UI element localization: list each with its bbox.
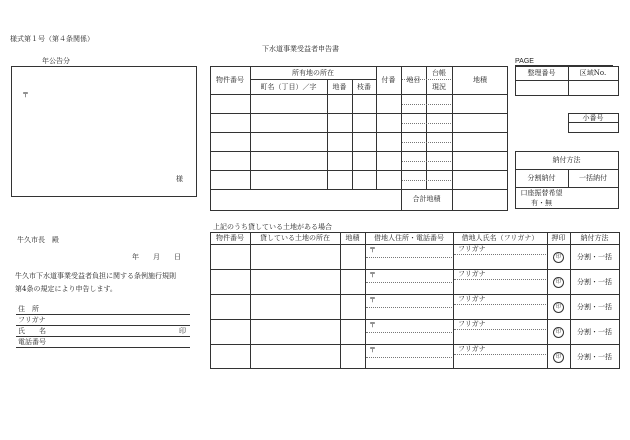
bank-transfer-label: 口座振替希望 — [520, 189, 563, 197]
lease-postal-mark: 〒 — [369, 271, 376, 279]
lease-header-location: 貸している土地の所在 — [260, 234, 330, 242]
header-town: 町名（丁目）／字 — [260, 83, 317, 91]
lease-postal-mark: 〒 — [369, 296, 376, 304]
header-land-category: 地目 — [406, 76, 421, 84]
lease-furigana-label: フリガナ — [458, 245, 486, 253]
small-no-label: 小番号 — [582, 114, 604, 122]
bank-transfer-yes-no[interactable]: 有・無 — [531, 199, 552, 207]
applicant-address-field[interactable] — [16, 314, 190, 315]
header-area: 地積 — [473, 76, 487, 84]
lease-seal-icon[interactable]: 印 — [553, 327, 564, 338]
addressee: 牛久市長 殿 — [17, 236, 59, 244]
lease-header-area: 地積 — [345, 234, 360, 242]
lease-postal-mark: 〒 — [369, 246, 376, 254]
address-box[interactable] — [11, 66, 197, 197]
applicant-address-label: 住 所 — [18, 305, 39, 313]
lease-seal-icon[interactable]: 印 — [553, 252, 564, 263]
lease-postal-mark: 〒 — [369, 346, 376, 354]
lease-table-title: 上記のうち貸している土地がある場合 — [213, 223, 332, 231]
header-branch-no: 枝番 — [357, 83, 371, 91]
lease-header-lessee-name: 借地人氏名（フリガナ） — [461, 234, 539, 242]
lease-seal-icon[interactable]: 印 — [553, 302, 564, 313]
lease-seal-icon[interactable]: 印 — [553, 277, 564, 288]
reference-no-label: 整理番号 — [527, 69, 556, 77]
applicant-phone-label: 電話番号 — [18, 338, 46, 346]
applicant-name-label: 氏 名 — [18, 327, 46, 335]
applicant-seal-mark: 印 — [179, 327, 186, 335]
header-property-no: 物件番号 — [216, 76, 244, 84]
header-ledger: 台帳 — [432, 69, 446, 77]
lease-payment-option[interactable]: 分割・一括 — [577, 253, 612, 261]
lease-furigana-label: フリガナ — [458, 270, 486, 278]
lease-furigana-label: フリガナ — [458, 295, 486, 303]
form-title: 下水道事業受益者申告書 — [262, 45, 339, 53]
header-lot-no: 地番 — [332, 83, 347, 91]
lease-postal-mark: 〒 — [369, 321, 376, 329]
date-line[interactable]: 年 月 日 — [132, 253, 181, 261]
applicant-phone-field[interactable] — [16, 347, 190, 348]
applicant-furigana-label: フリガナ — [18, 316, 46, 324]
payment-method-label: 納付方法 — [552, 156, 581, 164]
announcement-year-label: 年公告分 — [42, 57, 70, 65]
declaration-text-1: 牛久市下水道事業受益者負担に関する条例施行規則 — [15, 272, 176, 280]
postal-mark: 〒 — [22, 91, 29, 99]
applicant-furigana-field[interactable] — [16, 325, 190, 326]
declaration-text-2: 第4条の規定により申告します。 — [15, 285, 117, 293]
lease-header-seal: 押印 — [551, 234, 566, 242]
applicant-name-field[interactable] — [16, 336, 190, 337]
lease-payment-option[interactable]: 分割・一括 — [577, 278, 612, 286]
page-label: PAGE — [515, 58, 534, 65]
total-area-label: 合計地積 — [412, 195, 441, 203]
lease-payment-option[interactable]: 分割・一括 — [577, 353, 612, 361]
lease-payment-option[interactable]: 分割・一括 — [577, 303, 612, 311]
lease-header-payment: 納付方法 — [580, 234, 609, 242]
honorific-sama: 様 — [176, 175, 183, 183]
lease-payment-option[interactable]: 分割・一括 — [577, 328, 612, 336]
lease-furigana-label: フリガナ — [458, 320, 486, 328]
header-location: 所有地の所在 — [292, 69, 334, 77]
lease-furigana-label: フリガナ — [458, 345, 486, 353]
district-no-label: 区域No. — [579, 69, 607, 77]
lease-seal-icon[interactable]: 印 — [553, 352, 564, 363]
header-status: 現況 — [432, 83, 446, 91]
lump-sum-option[interactable]: 一括納付 — [579, 174, 607, 182]
header-attached-no: 付番 — [381, 76, 396, 84]
form-number: 様式第１号（第４条関係） — [10, 35, 94, 43]
installment-option[interactable]: 分割納付 — [527, 174, 556, 182]
lease-header-lessee-address: 借地人住所・電話番号 — [374, 234, 444, 242]
lease-header-property-no: 物件番号 — [216, 234, 244, 242]
